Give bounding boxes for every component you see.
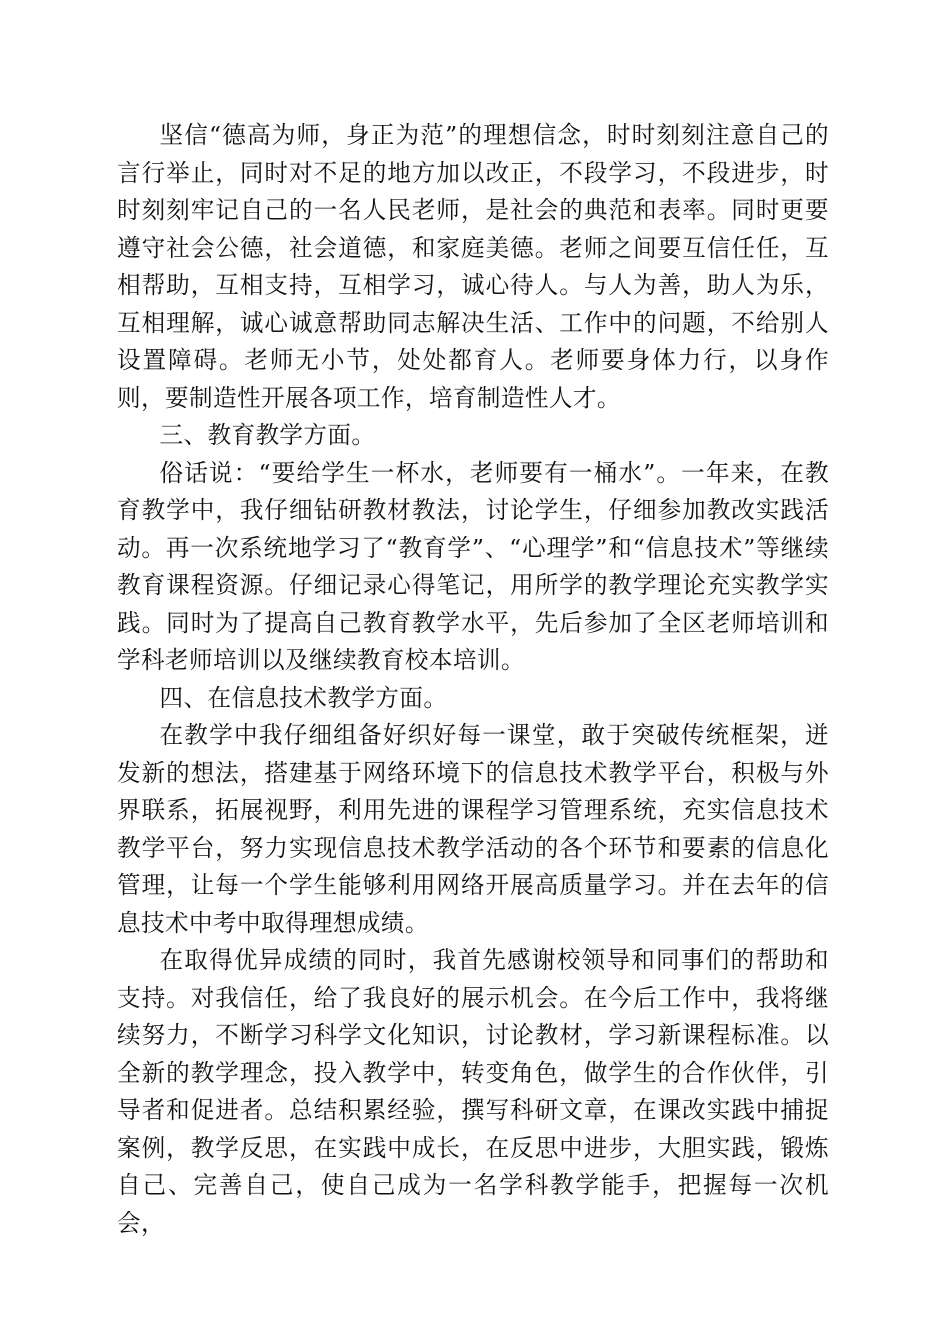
- section-heading-it-teaching: 四、在信息技术教学方面。: [159, 683, 448, 712]
- section-heading-teaching: 三、教育教学方面。: [159, 421, 376, 449]
- paragraph-gratitude: 在取得优异成绩的同时，我首先感谢校领导和同事们的帮助和支持。对我信任，给了我良好的展示机会。在今后工作中，我将继续努力，不断学习科学文化知识，讨论教材，学习新课程标准。以全新的教学理念，投入教学中，转变角色，做学生的合作伙伴，引导者和促进者。总结积累经验，撰写科研文章，在课改实践中捕捉案例，教学反思，在实践中成长，在反思中进步，大胆实践，锻炼自己、完善自己，使自己成为一名学科教学能手，把握每一次机会，: [117, 946, 829, 1237]
- paragraph-it-teaching: 在教学中我仔细组备好织好每一课堂，敢于突破传统框架，迸发新的想法，搭建基于网络环境下的信息技术教学平台，积极与外界联系，拓展视野，利用先进的课程学习管理系统，充实信息技术教学平台，努力实现信息技术教学活动的各个环节和要素的信息化管理，让每一个学生能够利用网络开展高质量学习。并在去年的信息技术中考中取得理想成绩。: [117, 721, 829, 937]
- paragraph-ethics: 坚信“德高为师，身正为范”的理想信念，时时刻刻注意自己的言行举止，同时对不足的地方加以改正，不段学习，不段进步，时时刻刻牢记自己的一名人民老师，是社会的典范和表率。同时更要遵守社会公德，社会道德，和家庭美德。老师之间要互信任任，互相帮助，互相支持，互相学习，诚心待人。与人为善，助人为乐，互相理解，诚心诚意帮助同志解决生活、工作中的问题，不给别人设置障碍。老师无小节，处处都育人。老师要身体力行，以身作则，要制造性开展各项工作，培育制造性人才。: [117, 121, 829, 412]
- paragraph-teaching: 俗话说：“要给学生一杯水，老师要有一桶水”。一年来，在教育教学中，我仔细钻研教材教法，讨论学生，仔细参加教改实践活动。再一次系统地学习了“教育学”、“心理学”和“信息技术”等继续教育课程资源。仔细记录心得笔记，用所学的教学理论充实教学实践。同时为了提高自己教育教学水平，先后参加了全区老师培训和学科老师培训以及继续教育校本培训。: [117, 458, 829, 674]
- document-body: [117, 117, 829, 1242]
